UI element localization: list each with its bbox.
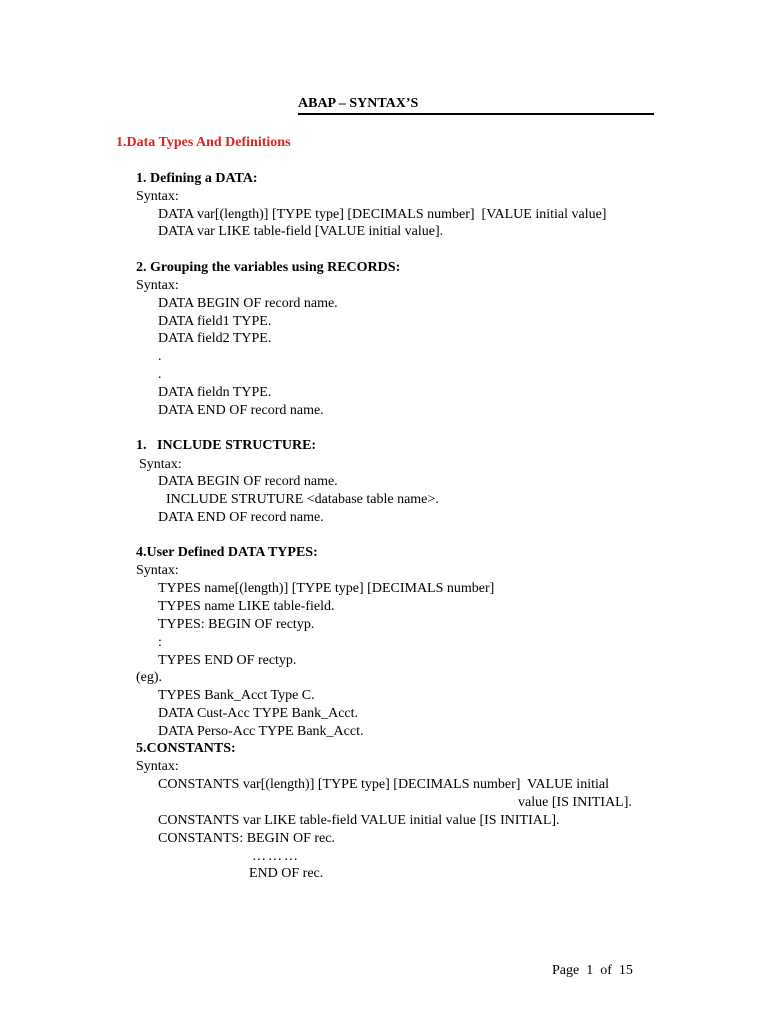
code-line: : xyxy=(158,635,162,650)
syntax-label: Syntax: xyxy=(136,759,179,774)
code-line: CONSTANTS var LIKE table-field VALUE initial value [IS INITIAL]. xyxy=(158,813,560,828)
code-line: DATA field2 TYPE. xyxy=(158,331,272,346)
code-line: DATA BEGIN OF record name. xyxy=(158,474,338,489)
page-title: ABAP – SYNTAX’S xyxy=(298,96,419,111)
title-underline xyxy=(298,113,654,115)
code-line: TYPES name[(length)] [TYPE type] [DECIMALS number] xyxy=(158,581,495,596)
code-line: DATA BEGIN OF record name. xyxy=(158,296,338,311)
syntax-label: Syntax: xyxy=(136,278,179,293)
code-line: CONSTANTS: BEGIN OF rec. xyxy=(158,831,335,846)
syntax-label: Syntax: xyxy=(136,189,179,204)
code-line: DATA END OF record name. xyxy=(158,403,324,418)
code-line: END OF rec. xyxy=(249,866,324,881)
subheading-user-defined-types: 4.User Defined DATA TYPES: xyxy=(136,545,318,560)
example-label: (eg). xyxy=(136,670,163,685)
page-number: Page 1 of 15 xyxy=(552,963,633,978)
code-line: DATA var[(length)] [TYPE type] [DECIMALS number] [VALUE initial value] xyxy=(158,207,607,222)
code-line: . xyxy=(158,367,162,382)
subheading-records: 2. Grouping the variables using RECORDS: xyxy=(136,260,401,275)
code-line: DATA field1 TYPE. xyxy=(158,314,272,329)
ellipsis-line: ……… xyxy=(252,849,300,864)
subheading-include-structure: 1. INCLUDE STRUCTURE: xyxy=(136,438,317,453)
code-line: TYPES Bank_Acct Type C. xyxy=(158,688,315,703)
code-line: TYPES END OF rectyp. xyxy=(158,653,297,668)
code-line: DATA fieldn TYPE. xyxy=(158,385,272,400)
syntax-label: Syntax: xyxy=(136,563,179,578)
code-line-continuation: value [IS INITIAL]. xyxy=(518,795,632,810)
section-heading-data-types: 1.Data Types And Definitions xyxy=(116,135,291,150)
code-line: CONSTANTS var[(length)] [TYPE type] [DECIMALS number] VALUE initial xyxy=(158,777,609,792)
subheading-defining-data: 1. Defining a DATA: xyxy=(136,171,258,186)
code-line: DATA Perso-Acc TYPE Bank_Acct. xyxy=(158,724,364,739)
code-line: DATA var LIKE table-field [VALUE initial value]. xyxy=(158,224,444,239)
code-line: TYPES: BEGIN OF rectyp. xyxy=(158,617,315,632)
syntax-label: Syntax: xyxy=(139,457,182,472)
code-line: . xyxy=(158,349,162,364)
subheading-constants: 5.CONSTANTS: xyxy=(136,741,236,756)
code-line: DATA Cust-Acc TYPE Bank_Acct. xyxy=(158,706,359,721)
code-line: DATA END OF record name. xyxy=(158,510,324,525)
code-line: TYPES name LIKE table-field. xyxy=(158,599,335,614)
code-line: INCLUDE STRUTURE <database table name>. xyxy=(166,492,439,507)
